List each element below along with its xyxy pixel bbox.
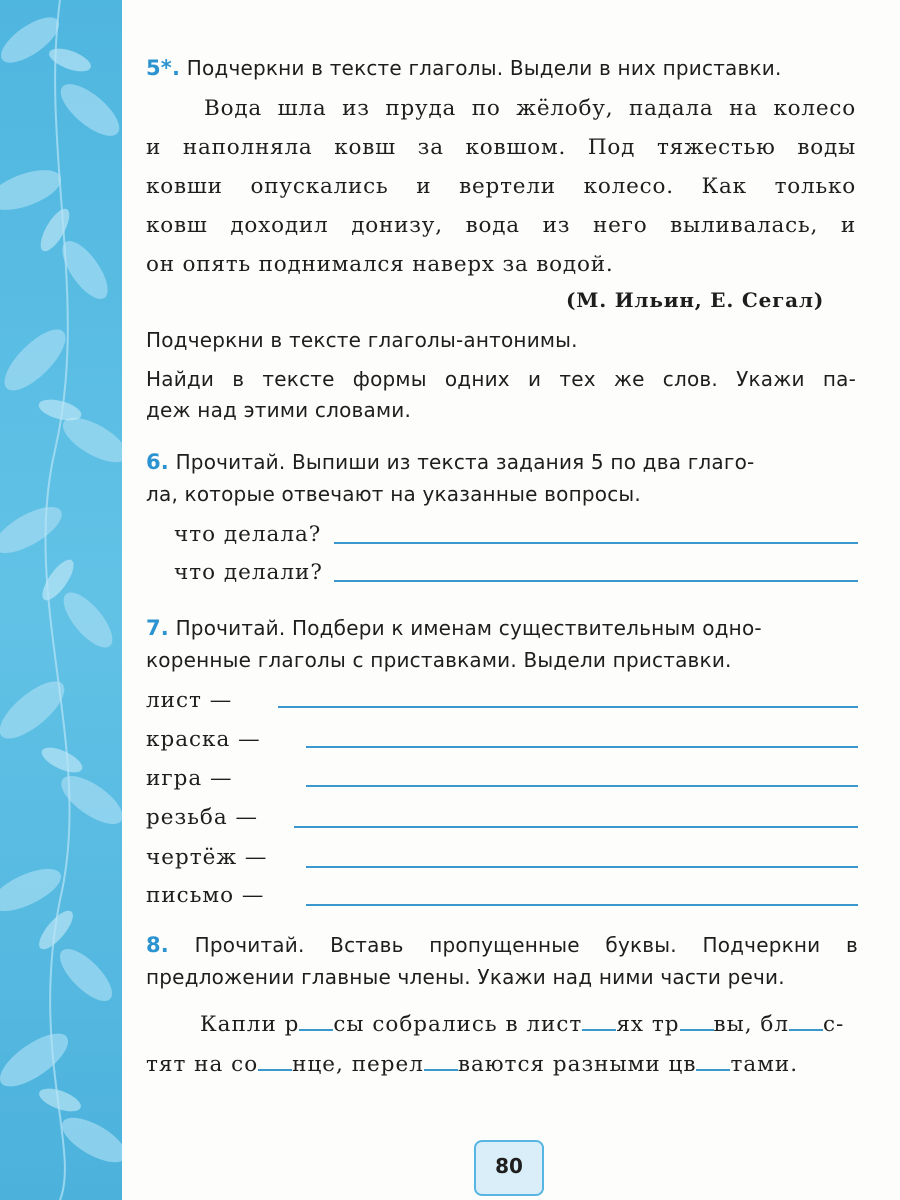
task-number: 7. [146, 616, 169, 640]
blank[interactable] [696, 1055, 730, 1071]
task-5-instruction [146, 56, 782, 80]
blank[interactable] [424, 1055, 458, 1071]
answer-line-kraska[interactable] [306, 746, 858, 748]
text-fragment: вы, бл [713, 1012, 789, 1037]
story-line-2: и наполняла ковш за ковшом. Под тяжестью воды [146, 135, 856, 160]
answer-line-rezba[interactable] [294, 826, 858, 828]
instruction-text: Прочитай. Вставь пропущенные буквы. Подчеркни в [194, 933, 858, 957]
instruction-text: Прочитай. Выпиши из текста задания 5 по два глаго- [175, 450, 755, 474]
task-8-line-2: предложении главные члены. Укажи над ними части речи. [146, 965, 785, 989]
question-1: что делала? [174, 522, 322, 547]
workbook-page [122, 0, 900, 1200]
text-fragment: тами. [730, 1052, 799, 1077]
word-rezba: резьба — [146, 805, 259, 830]
word-list: лист — [146, 688, 233, 713]
text-fragment: ваются разными цв [457, 1052, 697, 1077]
instruction-text: Подчеркни в тексте глаголы. Выдели в них приставки. [186, 56, 782, 80]
answer-line-1[interactable] [334, 542, 858, 544]
task-number: 6. [146, 450, 169, 474]
question-2: что делали? [174, 560, 323, 585]
story-line-5: он опять поднимался наверх за водой. [146, 252, 614, 277]
text-fragment: нце, перел [292, 1052, 424, 1077]
sentence-line-1 [200, 1012, 844, 1037]
task-number: 5*. [146, 56, 181, 80]
page-number: 80 [495, 1154, 523, 1178]
answer-line-pismo[interactable] [306, 904, 858, 906]
task-7-line-1 [146, 616, 762, 640]
instruction-text: Прочитай. Подбери к именам существительным одно- [175, 616, 762, 640]
task-5-extra-2a: Найди в тексте формы одних и тех же слов. Укажи па- [146, 367, 856, 391]
story-line-4: ковш доходил донизу, вода из него выливалась, и [146, 213, 856, 238]
word-igra: игра — [146, 766, 233, 791]
answer-line-chertyozh[interactable] [306, 866, 858, 868]
task-6-line-1 [146, 450, 754, 474]
word-chertyozh: чертёж — [146, 845, 268, 870]
task-5-extra-1: Подчеркни в тексте глаголы-антонимы. [146, 328, 578, 352]
sentence-line-2 [146, 1052, 798, 1077]
blank[interactable] [680, 1015, 714, 1031]
task-7-line-2: коренные глаголы с приставками. Выдели приставки. [146, 648, 732, 672]
text-fragment: ях тр [616, 1012, 680, 1037]
author: (М. Ильин, Е. Сегал) [566, 288, 825, 312]
task-number: 8. [146, 933, 169, 957]
text-fragment: Капли р [200, 1012, 300, 1037]
blank[interactable] [299, 1015, 333, 1031]
task-8-line-1 [146, 933, 858, 957]
word-kraska: краска — [146, 727, 261, 752]
task-5-extra-2b: деж над этими словами. [146, 398, 411, 422]
decorative-leaf-border [0, 0, 122, 1200]
story-line-3: ковши опускались и вертели колесо. Как только [146, 174, 856, 199]
leaves-pattern-icon [0, 0, 122, 1200]
word-pismo: письмо — [146, 883, 265, 908]
blank[interactable] [258, 1055, 292, 1071]
text-fragment: тят на со [146, 1052, 259, 1077]
answer-line-igra[interactable] [306, 785, 858, 787]
text-fragment: сы собрались в лист [333, 1012, 583, 1037]
blank[interactable] [582, 1015, 616, 1031]
text-fragment: с- [823, 1012, 845, 1037]
page-number-badge [474, 1140, 544, 1196]
answer-line-2[interactable] [334, 580, 858, 582]
story-line-1: Вода шла из пруда по жёлобу, падала на колесо [204, 96, 856, 121]
blank[interactable] [789, 1015, 823, 1031]
answer-line-list[interactable] [278, 706, 858, 708]
task-6-line-2: ла, которые отвечают на указанные вопросы. [146, 482, 641, 506]
